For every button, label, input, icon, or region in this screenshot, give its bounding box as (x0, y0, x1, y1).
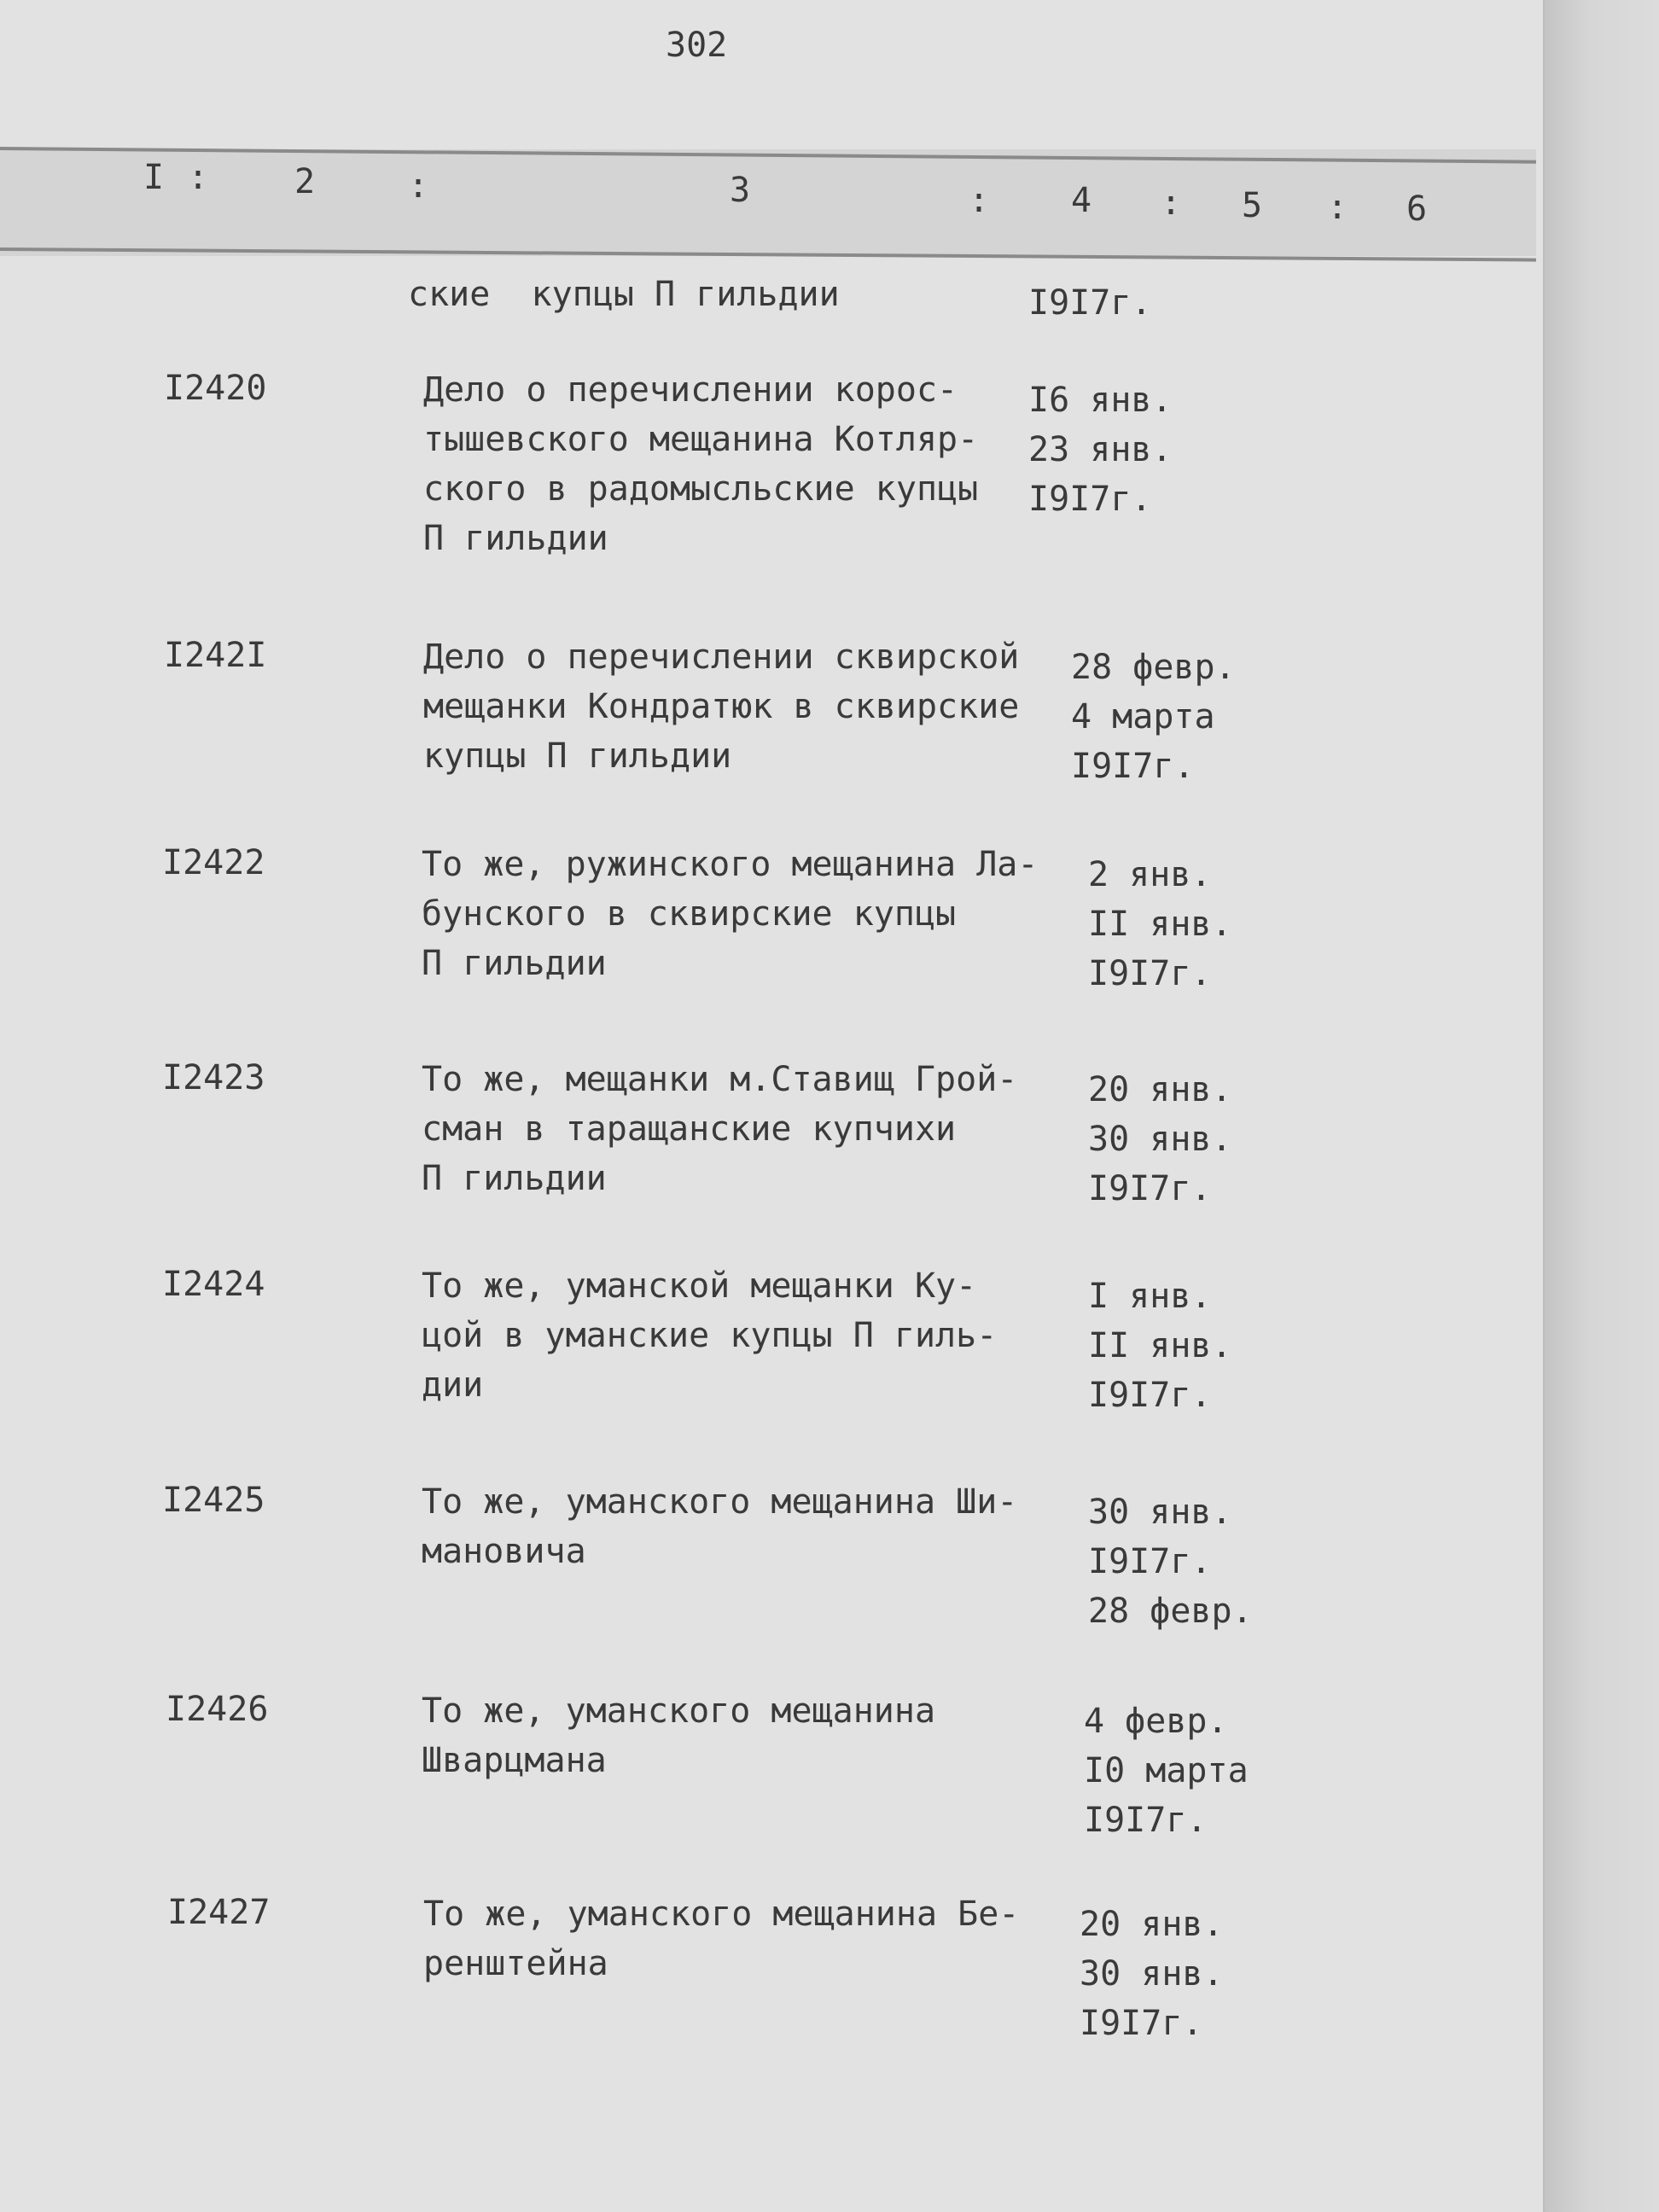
column-separator: : (1327, 188, 1348, 227)
page-number: 302 (666, 26, 728, 65)
entry-number: I2426 (166, 1690, 269, 1729)
entry-dates: 28 февр. 4 марта I9I7г. (1071, 648, 1236, 786)
entry-description: То же, уманской мещанки Ку- цой в уманские купцы П гиль- дии (422, 1266, 998, 1405)
column-header-2: 2 (294, 162, 316, 201)
column-separator: : (188, 158, 209, 197)
entry-number: I2422 (162, 843, 265, 882)
column-header-3: 3 (730, 171, 751, 210)
entry-dates: 20 янв. 30 янв. I9I7г. (1080, 1905, 1224, 2043)
entry-dates: 20 янв. 30 янв. I9I7г. (1088, 1070, 1232, 1208)
entry-number: I2425 (162, 1481, 265, 1520)
entry-description: То же, уманского мещанина Ши- мановича (422, 1482, 1018, 1571)
entry-number: I2420 (164, 369, 267, 408)
entry-number: I2423 (162, 1058, 265, 1097)
entry-description: То же, уманского мещанина Шварцмана (422, 1691, 936, 1780)
column-separator: : (969, 181, 990, 220)
entry-description: То же, мещанки м.Ставищ Грой- сман в таращанские купчихи П гильдии (422, 1060, 1018, 1198)
entry-description: Дело о перечислении сквирской мещанки Кондратюк в сквирские купцы П гильдии (423, 637, 1020, 776)
continuation-date: I9I7г. (1028, 283, 1152, 323)
entry-number: I2427 (167, 1893, 271, 1932)
entry-description: То же, ружинского мещанина Ла- бунского в сквирские купцы П гильдии (422, 845, 1039, 983)
column-header-4: 4 (1071, 181, 1092, 220)
entry-dates: I6 янв. 23 янв. I9I7г. (1028, 381, 1173, 519)
entry-number: I2424 (162, 1265, 265, 1304)
continuation-text: ские купцы П гильдии (408, 275, 840, 314)
entry-dates: 4 февр. I0 марта I9I7г. (1084, 1702, 1249, 1840)
entry-number: I242I (164, 636, 267, 675)
entry-description: Дело о перечислении корос- тышевского мещанина Котляр- ского в радомысльские купцы П гильдии (423, 370, 979, 558)
column-header-1: I (143, 158, 165, 197)
entry-dates: 30 янв. I9I7г. 28 февр. (1088, 1493, 1253, 1631)
column-header-5: 5 (1242, 186, 1263, 225)
column-header-6: 6 (1406, 189, 1428, 229)
column-separator: : (1161, 183, 1182, 223)
page-edge-shadow (1545, 0, 1659, 2212)
entry-dates: 2 янв. II янв. I9I7г. (1088, 855, 1232, 993)
column-header-band (0, 149, 1536, 256)
entry-dates: I янв. II янв. I9I7г. (1088, 1277, 1232, 1415)
entry-description: То же, уманского мещанина Бе- ренштейна (423, 1895, 1020, 1983)
column-separator: : (408, 166, 429, 206)
